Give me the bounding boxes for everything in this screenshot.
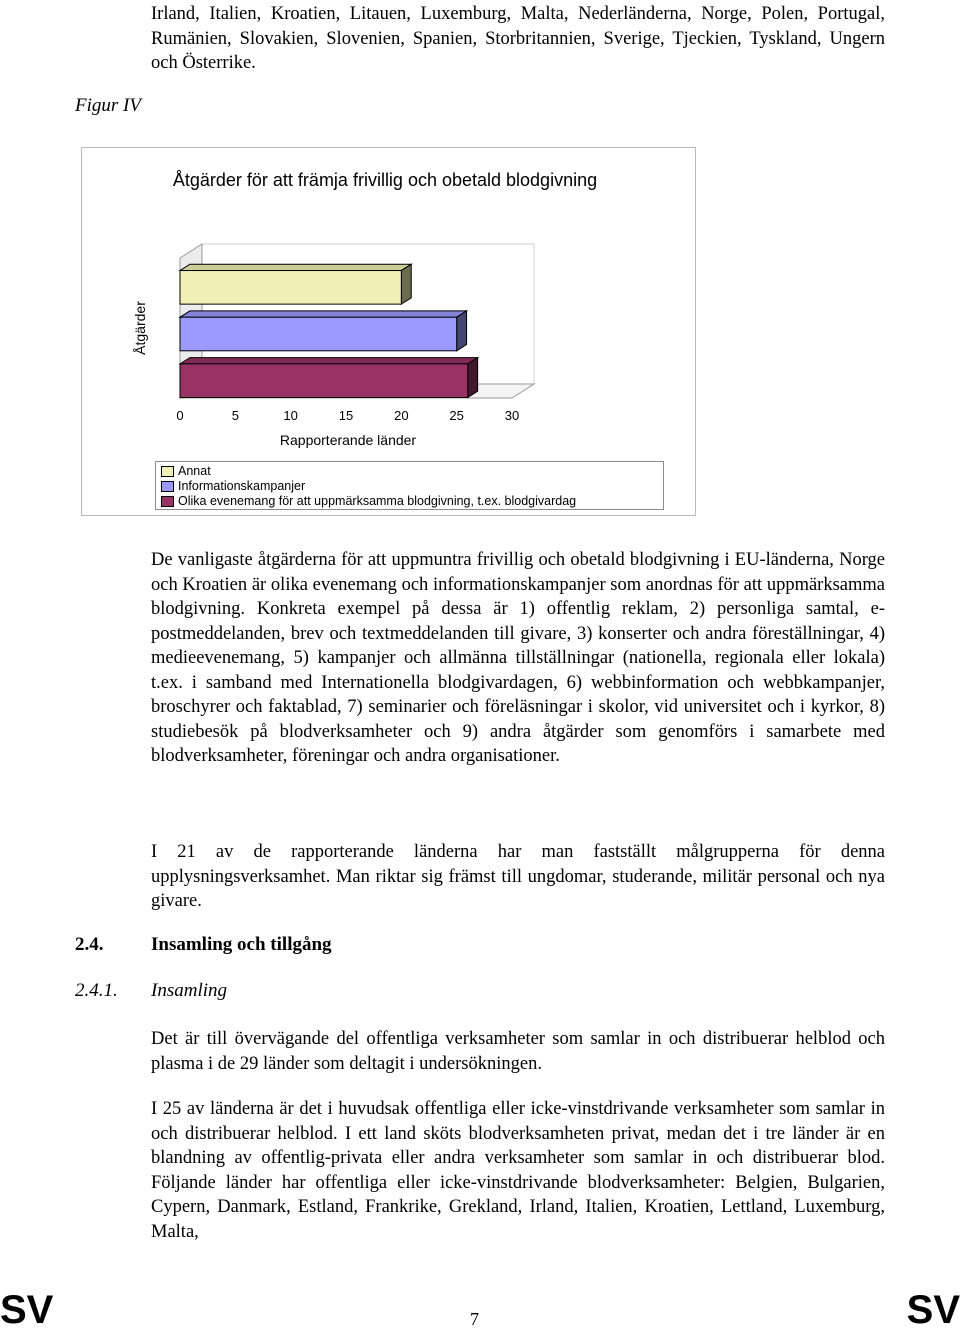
paragraph-target-groups: I 21 av de rapporterande länderna har man fastställt målgrupperna för denna upplysningsverksamhet. Man riktar sig främst till ungdomar, studerande, militär personal och nya givare. — [151, 842, 885, 911]
section-number: 2.4. — [75, 934, 104, 955]
bar-top — [180, 358, 478, 364]
footer-language-left: SV — [0, 1288, 54, 1332]
page-number: 7 — [470, 1309, 479, 1329]
bar-side — [401, 264, 411, 304]
x-tick-label: 30 — [504, 408, 520, 423]
x-tick-label: 10 — [283, 408, 298, 423]
subsection-title: Insamling — [151, 980, 227, 1001]
bar — [180, 364, 468, 398]
legend-item-annat — [161, 464, 211, 478]
x-tick-label: 0 — [176, 408, 184, 423]
legend-swatch — [161, 481, 174, 492]
bar-side — [457, 311, 467, 351]
paragraph-organisations: I 25 av länderna är det i huvudsak offentliga eller icke-vinstdrivande verksamheter som samlar in och distribuerar helblod. I ett land sköts blodverksamheten privat, medan det i tre länder är en blandning av offentlig-privata eller andra verksamheter som samlar in och distribuerar blod. Följande länder har offentliga eller icke-vinstdrivande blodverksamheter: Belgien, Bulgarien, Cypern, Danmark, Estland, Frankrike, Grekland, Irland, Italien, Kroatien, Lettland, Luxemburg, Malta, — [151, 1099, 885, 1242]
x-axis-label: Rapporterande länder — [279, 432, 417, 448]
paragraph-measures: De vanligaste åtgärderna för att uppmuntra frivillig och obetald blodgivning i EU-länderna, Norge och Kroatien är olika evenemang och informationskampanjer som anordnas för att uppmärksamma blodgivning. Konkreta exempel på dessa är 1) offentlig reklam, 2) personliga samtal, e-postmeddelanden, brev och textmeddelanden till givare, 3) konserter och andra föreställningar, 4) medieevenemang, 5) kampanjer och allmänna tillställningar (nationella, regionala eller lokala) t.ex. i samband med Internationella blodgivardagen, 6) webbinformation och webbkampanjer, broschyrer och faktablad, 7) seminarier och föreläsningar i skolor, vid universitet och i kyrkor, 8) studiebesök på blodverksamheter och 9) andra åtgärder som genomförs i samarbete med blodverksamheter, föreningar och andra organisationer. — [151, 550, 885, 766]
x-tick-label: 20 — [394, 408, 409, 423]
chart-legend — [155, 461, 664, 510]
y-axis-label: Åtgärder — [132, 301, 148, 355]
legend-swatch — [161, 496, 174, 507]
figure-label: Figur IV — [75, 95, 141, 116]
bar-side — [468, 358, 478, 398]
bar-top — [180, 264, 411, 270]
bar — [180, 317, 457, 351]
legend-item-informationskampanjer — [161, 479, 305, 493]
bar-top — [180, 311, 467, 317]
subsection-number: 2.4.1. — [75, 980, 118, 1001]
legend-swatch — [161, 466, 174, 477]
legend-label: Olika evenemang för att uppmärksamma blodgivning, t.ex. blodgivardag — [178, 494, 577, 508]
legend-label: Annat — [178, 464, 211, 478]
footer-language-right: SV — [906, 1288, 960, 1332]
bar-chart — [82, 148, 695, 468]
chart-ticks — [176, 408, 519, 423]
section-title: Insamling och tillgång — [151, 934, 332, 955]
bar — [180, 271, 401, 305]
x-tick-label: 5 — [231, 408, 239, 423]
x-tick-label: 25 — [449, 408, 464, 423]
paragraph-collection: Det är till övervägande del offentliga verksamheter som samlar in och distribuerar helblod och plasma i de 29 länder som deltagit i undersökningen. — [151, 1029, 885, 1074]
legend-item-olika-evenemang — [161, 494, 576, 508]
intro-paragraph: Irland, Italien, Kroatien, Litauen, Luxemburg, Malta, Nederländerna, Norge, Polen, Portugal, Rumänien, Slovakien, Slovenien, Spanien, Storbritannien, Sverige, Tjeckien, Tyskland, Ungern och Österrike. — [151, 4, 885, 73]
chart-title: Åtgärder för att främja frivillig och obetald blodgivning — [172, 170, 598, 190]
legend-label: Informationskampanjer — [178, 479, 306, 493]
x-tick-label: 15 — [338, 408, 354, 423]
